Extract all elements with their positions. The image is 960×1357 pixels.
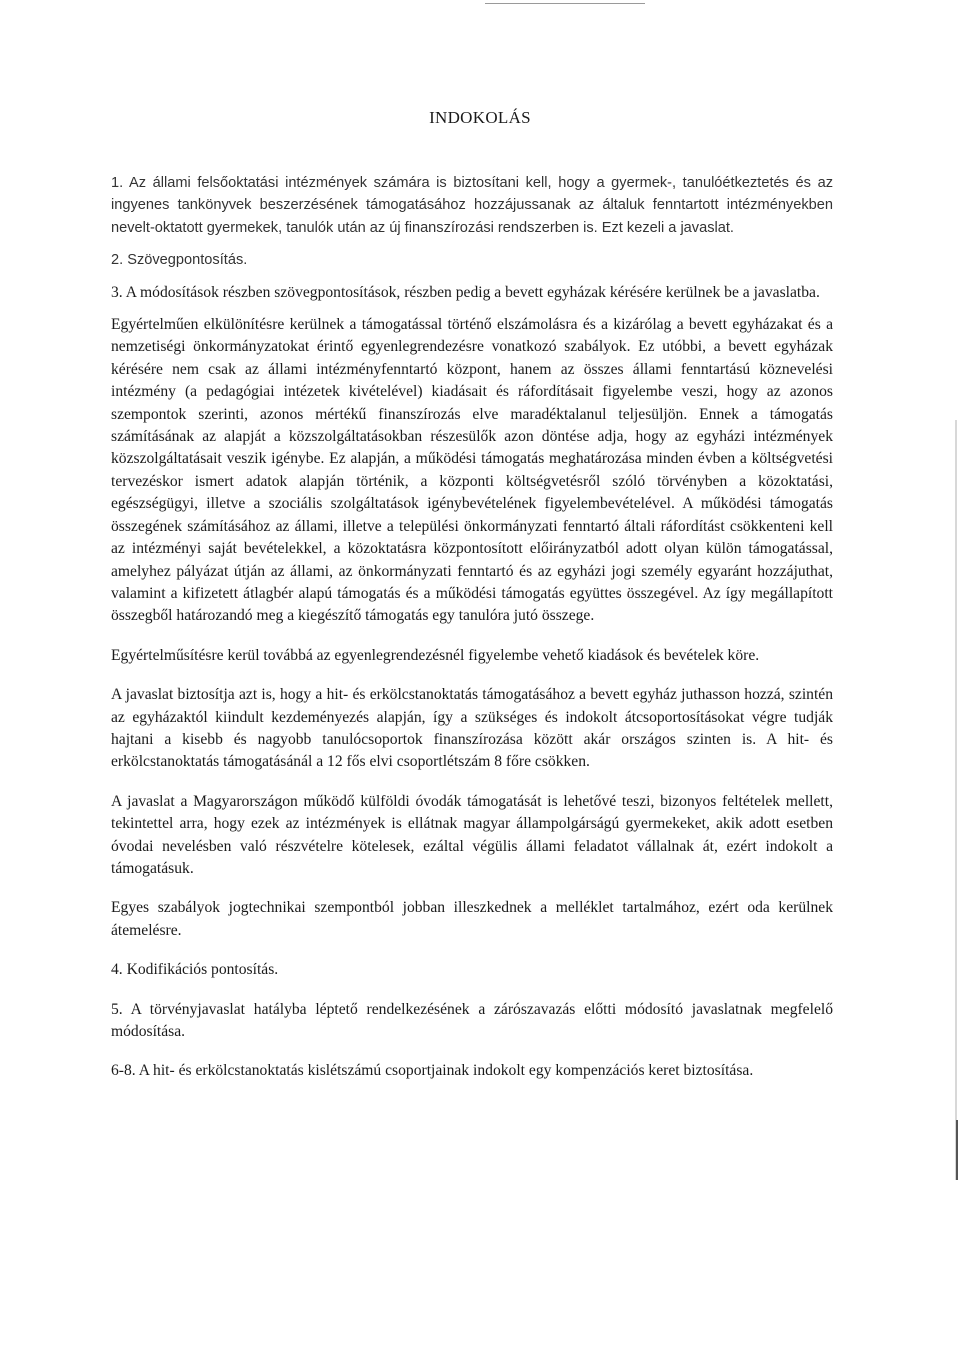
paragraph-9: 4. Kodifikációs pontosítás. [111, 961, 279, 979]
scan-artifact-line [485, 3, 645, 4]
paragraph-4: Egyértelműen elkülönítésre kerülnek a támogatással történő elszámolásra és a kizárólag a bevett egyházakat és a nemzetiségi önkormányzatokat érintő egyenlegrendezésre vonatkozó szabályok. Ez utóbbi, a bevett egyházak kérésére nem csak az állami intézményfenntartó központ, hanem az összes állami fenntartású köznevelési intézmény (a pedagógiai intézetek kivételével) kiadásait és ráfordításait figyelembe veszi, hogy az azonos szempontok szerinti, azonos mértékű finanszírozás elve maradéktalanul teljesüljön. Ennek a támogatás számításának az alapját a közszolgáltatásokban részesülők azon döntése adja, hogy az egyházi intézmények közszolgáltatásait veszik igénybe. Ez alapján, a működési támogatás meghatározása minden évben a költségvetési tervezéskor ismert adatok alapján történik, a központi költségvetésről szóló törvényben a közoktatási, egészségügyi, illetve a szociális szolgáltatások igénybevételének figyelembevételével. A működési támogatás összegének számításához az állami, illetve a települési önkormányzati fenntartó általi ráfordítást csökkenteni kell az intézményi saját bevételekkel, a közoktatásra központosított előirányzatból adott olyan külön támogatással, amelyhez pályázat útján az állami, az önkormányzati fenntartó és az egyházi jogi személy egyaránt hozzájuthat, valamint a kifizetett átlagbér alapú támogatás és a működési támogatás együttes összegével. Az így megállapított összegből határozandó meg a kiegészítő támogatás egy tanulóra jutó összege. [111, 316, 833, 625]
paragraph-10: 5. A törvényjavaslat hatályba léptető rendelkezésének a zárószavazás előtti módosító javaslatnak megfelelő módosítása. [111, 1000, 833, 1040]
paragraph-3: 3. A módosítások részben szövegpontosítások, részben pedig a bevett egyházak kérésére kerülnek be a javaslatba. [111, 283, 820, 301]
paragraph-11: 6-8. A hit- és erkölcstanoktatás kislétszámú csoportjainak indokolt egy kompenzációs keret biztosítása. [111, 1062, 754, 1080]
scan-artifact-edge-dark [956, 1120, 958, 1180]
paragraph-1: 1. Az állami felsőoktatási intézmények számára is biztosítani kell, hogy a gyermek-, tanulóétkeztetés és az ingyenes tankönyvek beszerzésének támogatásához hozzájussanak az általuk fenntartott intézményekben nevelt-oktatott gyermekek, tanulók után az új finanszírozási rendszerben is. Ezt kezeli a javaslat. [111, 175, 833, 236]
paragraph-8: Egyes szabályok jogtechnikai szempontból jobban illeszkednek a melléklet tartalmához, ezért oda kerülnek átemelésre. [111, 899, 833, 939]
paragraph-5: Egyértelműsítésre kerül továbbá az egyenlegrendezésnél figyelembe vehető kiadások és bevételek köre. [111, 646, 760, 664]
paragraph-7: A javaslat a Magyarországon működő külföldi óvodák támogatását is lehetővé teszi, bizonyos feltételek mellett, tekintettel arra, hogy ezek az intézmények is ellátnak magyar állampolgárságú gyermekeket, akik adott esetben óvodai nevelésben való részvételre kötelesek, ezáltal végülis állami feladatot vállalnak át, ezért indokolt a támogatásuk. [111, 792, 833, 877]
document-body [111, 172, 833, 1083]
document-title: INDOKOLÁS [429, 108, 531, 127]
paragraph-2: 2. Szövegpontosítás. [111, 252, 248, 269]
scan-artifact-edge [955, 420, 957, 1180]
paragraph-6: A javaslat biztosítja azt is, hogy a hit- és erkölcstanoktatás támogatásához a bevett egyház juthasson hozzá, szintén az egyházaktól kiindult kezdeményezés alapján, így a szükséges és indokolt átcsoportosításokat végre tudják hajtani a kisebb és nagyobb tanulócsoportok finanszírozása között akár országos szinten is. A hit- és erkölcstanoktatás támogatásánál a 12 fős elvi csoportlétszám 8 főre csökken. [111, 686, 833, 771]
